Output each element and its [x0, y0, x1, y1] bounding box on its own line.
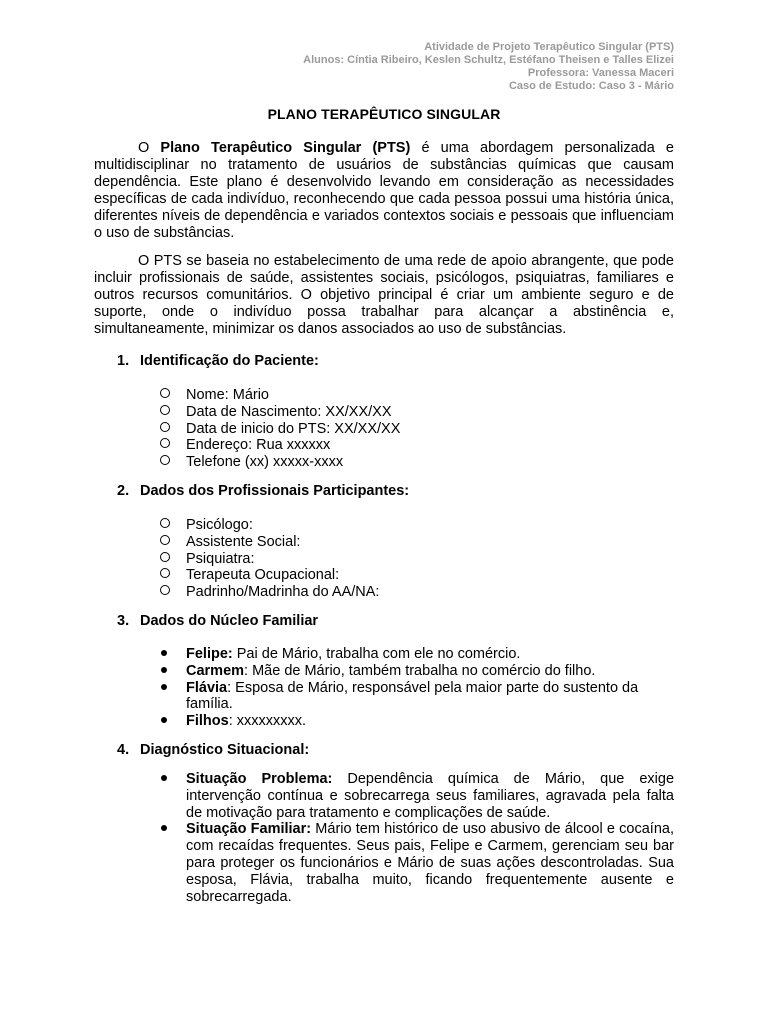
family-list — [160, 646, 674, 730]
list-item: Assistente Social: — [160, 534, 674, 551]
circle-bullet-icon — [160, 438, 170, 448]
list-item: Nome: Mário — [160, 387, 674, 404]
diagnosis-list — [160, 771, 674, 905]
intro-p2-text: O PTS se baseia no estabelecimento de uma rede de apoio abrangente, que pode incluir profissionais de saúde, assistentes sociais, psicólogos, psiquiatras, familiares e outros recursos comunitários. O objetivo principal é criar um ambiente seguro e de suporte, onde o indivíduo possa trabalhar para alcançar a abstinência e, simultaneamente, minimizar os danos associados ao uso de substâncias. — [94, 253, 674, 337]
circle-bullet-icon — [160, 552, 170, 562]
intro-p1-bold: Plano Terapêutico Singular (PTS) — [160, 140, 411, 156]
section-1-number: 1. — [117, 353, 130, 369]
list-item: Padrinho/Madrinha do AA/NA: — [160, 584, 674, 601]
section-3-heading — [117, 613, 318, 630]
circle-bullet-icon — [160, 568, 170, 578]
disc-bullet-icon — [161, 667, 167, 673]
list-item: Psicólogo: — [160, 517, 674, 534]
section-1-heading — [117, 353, 319, 370]
section-1-title: Identificação do Paciente: — [140, 353, 319, 369]
list-item: Terapeuta Ocupacional: — [160, 567, 674, 584]
intro-p1-rest: é uma abordagem personalizada e multidisciplinar no tratamento de usuários de substâncias químicas que causam dependência. Este plano é desenvolvido levando em consideração as necessidades específicas de cada indivíduo, reconhecendo que cada pessoa possui uma história única, diferentes níveis de dependência e variados contextos sociais e pessoais que influenciam o uso de substâncias. — [94, 140, 674, 241]
circle-bullet-icon — [160, 405, 170, 415]
list-item: Telefone (xx) xxxxx-xxxx — [160, 454, 674, 471]
circle-bullet-icon — [160, 422, 170, 432]
circle-bullet-icon — [160, 455, 170, 465]
header-case: Caso de Estudo: Caso 3 - Mário — [508, 80, 674, 92]
disc-bullet-icon — [161, 684, 167, 690]
section-4-title: Diagnóstico Situacional: — [140, 742, 310, 758]
circle-bullet-icon — [160, 585, 170, 595]
professionals-list — [160, 517, 674, 601]
section-4-number: 4. — [117, 742, 130, 758]
circle-bullet-icon — [160, 388, 170, 398]
list-item: Filhos: xxxxxxxxx. — [160, 713, 674, 730]
intro-p1-prefix: O — [138, 140, 161, 156]
disc-bullet-icon — [161, 717, 167, 723]
header-students: Alunos: Cíntia Ribeiro, Keslen Schultz, Estéfano Theisen e Talles Elizei — [303, 54, 674, 66]
circle-bullet-icon — [160, 518, 170, 528]
circle-bullet-icon — [160, 535, 170, 545]
header-activity: Atividade de Projeto Terapêutico Singular (PTS) — [424, 41, 674, 53]
document-header — [303, 41, 674, 93]
disc-bullet-icon — [161, 825, 167, 831]
disc-bullet-icon — [161, 650, 167, 656]
header-professor: Professora: Vanessa Maceri — [527, 67, 674, 79]
list-item: Carmem: Mãe de Mário, também trabalha no comércio do filho. — [160, 663, 674, 680]
list-item: Endereço: Rua xxxxxx — [160, 437, 674, 454]
section-2-heading — [117, 483, 409, 500]
section-3-title: Dados do Núcleo Familiar — [140, 613, 319, 629]
intro-paragraph-2 — [94, 253, 674, 338]
list-item: Felipe: Pai de Mário, trabalha com ele no comércio. — [160, 646, 674, 663]
list-item: Psiquiatra: — [160, 551, 674, 568]
list-item: Situação Familiar: Mário tem histórico de uso abusivo de álcool e cocaína, com recaídas frequentes. Seus pais, Felipe e Carmem, gerenciam seu bar para proteger os funcionários e Mário de suas ações descontroladas. Sua esposa, Flávia, trabalha muito, ficando frequentemente ausente e sobrecarregada. — [160, 821, 674, 905]
disc-bullet-icon — [161, 775, 167, 781]
section-3-number: 3. — [117, 613, 130, 629]
patient-info-list — [160, 387, 674, 471]
list-item: Flávia: Esposa de Mário, responsável pela maior parte do sustento da família. — [160, 680, 674, 714]
section-4-heading — [117, 742, 309, 759]
document-title: PLANO TERAPÊUTICO SINGULAR — [267, 106, 501, 122]
list-item: Situação Problema: Dependência química de Mário, que exige intervenção contínua e sobrecarrega seus familiares, agravada pela falta de motivação para tratamento e complicações de saúde. — [160, 771, 674, 821]
list-item: Data de Nascimento: XX/XX/XX — [160, 404, 674, 421]
section-2-number: 2. — [117, 483, 130, 499]
intro-paragraph-1 — [94, 140, 674, 242]
section-2-title: Dados dos Profissionais Participantes: — [140, 483, 410, 499]
list-item: Data de inicio do PTS: XX/XX/XX — [160, 421, 674, 438]
